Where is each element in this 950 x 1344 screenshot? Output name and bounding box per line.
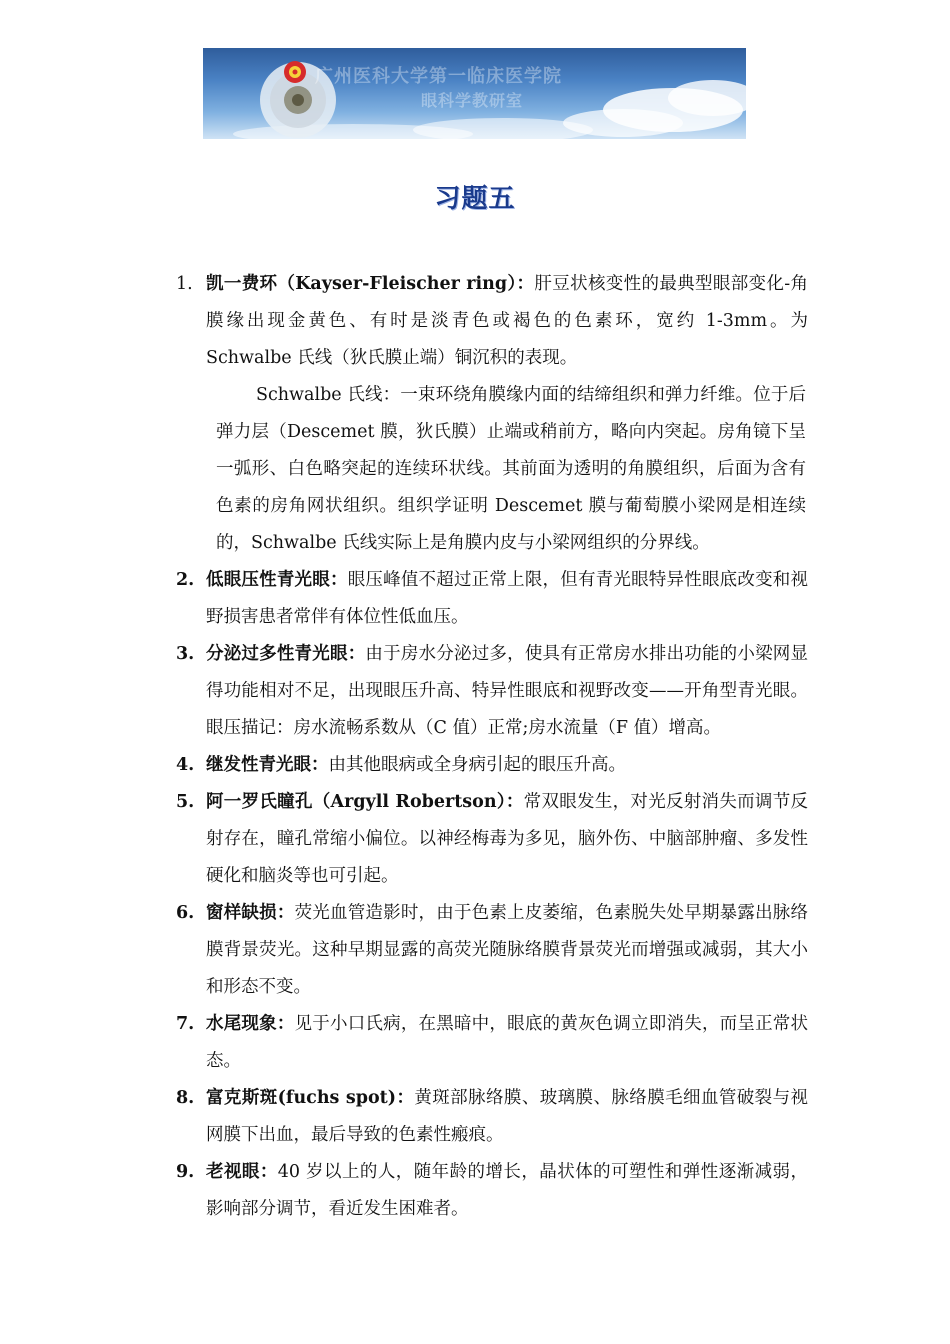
list-item (0, 1154, 808, 1228)
list-item (0, 636, 808, 747)
item-definition: 40 岁以上的人，随年龄的增长，晶状体的可塑性和弹性逐渐减弱，影响部分调节，看近发生困难者。 (206, 1162, 808, 1219)
page-title: 习题五 (434, 184, 516, 214)
item-term: 继发性青光眼： (206, 755, 329, 775)
item-term: 分泌过多性青光眼： (206, 644, 366, 664)
item-definition: 眼压峰值不超过正常上限，但有青光眼特异性眼底改变和视野损害患者常伴有体位性低血压。 (206, 570, 809, 627)
list-item (0, 784, 808, 895)
item-term: 阿一罗氏瞳孔（Argyll Robertson）： (206, 792, 524, 812)
banner-subtitle: 眼科学教研室 (421, 91, 524, 110)
item-definition: 由于房水分泌过多，使具有正常房水排出功能的小梁网显得功能相对不足，出现眼压升高、特异性眼底和视野改变——开角型青光眼。眼压描记：房水流畅系数从（C 值）正常;房水流量（F 值）增高。 (206, 644, 809, 738)
item-term: 老视眼： (206, 1162, 278, 1182)
item-number: 9. (176, 1162, 195, 1182)
exercise-list (0, 266, 950, 1228)
item-number: 4. (176, 755, 195, 775)
item-definition: 肝豆状核变性的最典型眼部变化-角膜缘出现金黄色、有时是淡青色或褐色的色素环，宽约 1-3mm。为 Schwalbe 氏线（狄氏膜止端）铜沉积的表现。 (206, 274, 808, 368)
item-number: 1. (176, 274, 193, 294)
item-term: 窗样缺损： (206, 903, 295, 923)
banner-title: 广州医科大学第一临床医学院 (315, 66, 562, 87)
item-number: 2. (176, 570, 195, 590)
item-definition: 黄斑部脉络膜、玻璃膜、脉络膜毛细血管破裂与视网膜下出血，最后导致的色素性瘢痕。 (206, 1088, 808, 1145)
item-term: 水尾现象： (206, 1014, 295, 1034)
school-logo-icon (284, 61, 306, 83)
item-term: 富克斯斑(fuchs spot)： (206, 1088, 415, 1108)
item-definition: 常双眼发生，对光反射消失而调节反射存在，瞳孔常缩小偏位。以神经梅毒为多见，脑外伤、中脑部肿瘤、多发性硬化和脑炎等也可引起。 (206, 792, 809, 886)
item-number: 8. (176, 1088, 195, 1108)
item-number: 5. (176, 792, 195, 812)
item-number: 3. (176, 644, 195, 664)
item-definition: 由其他眼病或全身病引起的眼压升高。 (328, 755, 626, 775)
item-term: 低眼压性青光眼： (206, 570, 348, 590)
item-sub-note: Schwalbe 氏线：一束环绕角膜缘内面的结缔组织和弹力纤维。位于后弹力层（Descemet 膜，狄氏膜）止端或稍前方，略向内突起。房角镜下呈一弧形、白色略突起的连续环状线。其前面为透明的角膜组织，后面为含有色素的房角网状组织。组织学证明 Descemet 膜与葡萄膜小梁网是相连续的，Schwalbe 氏线实际上是角膜内皮与小梁网组织的分界线。 (216, 385, 806, 553)
item-number: 7. (176, 1014, 195, 1034)
item-definition: 荧光血管造影时，由于色素上皮萎缩，色素脱失处早期暴露出脉络膜背景荧光。这种早期显露的高荧光随脉络膜背景荧光而增强或减弱，其大小和形态不变。 (206, 903, 808, 997)
list-item (0, 562, 808, 636)
list-item (0, 1080, 808, 1154)
list-item (0, 1006, 808, 1080)
header-banner (203, 48, 746, 139)
list-item (0, 895, 808, 1006)
list-item (0, 747, 808, 784)
item-number: 6. (176, 903, 195, 923)
list-item (0, 266, 808, 377)
item-term: 凯一费环（Kayser-Fleischer ring）： (206, 274, 535, 294)
item-definition: 见于小口氏病，在黑暗中，眼底的黄灰色调立即消失，而呈正常状态。 (206, 1014, 808, 1071)
